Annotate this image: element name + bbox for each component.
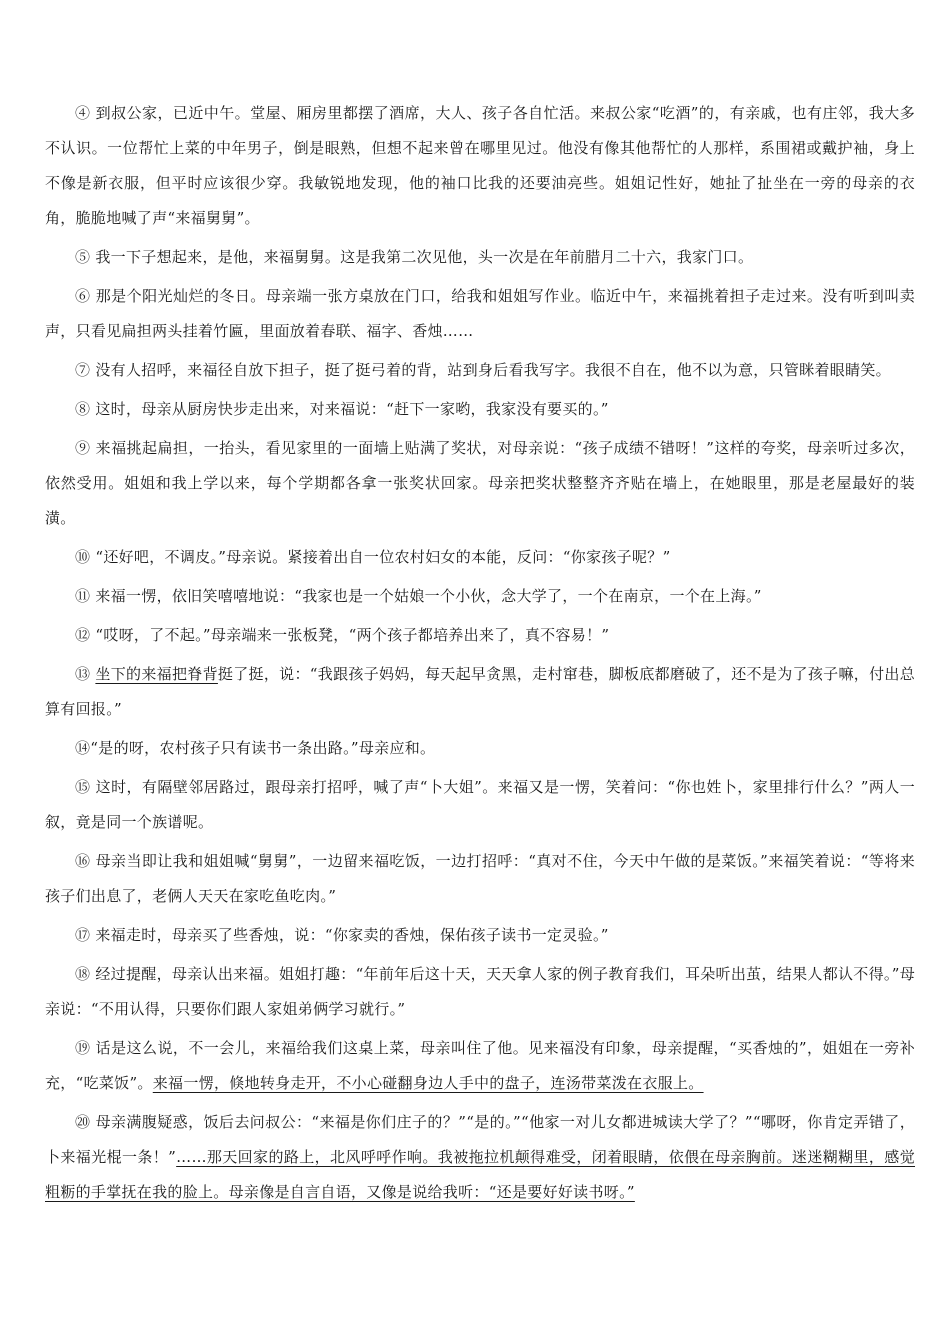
- paragraph-text: ⑪ 来福一愣，依旧笑嘻嘻地说：“我家也是一个姑娘一个小伙，念大学了，一个在南京，一个在上海。”: [75, 587, 762, 605]
- paragraph-text: ⑩ “还好吧，不调皮。”母亲说。紧接着出自一位农村妇女的本能，反问：“你家孩子呢？”: [75, 548, 671, 566]
- paragraph-text: ⑲ 话是这么说，不一会儿，来福给我们这桌上菜，母亲叫住了他。见来福没有印象，母亲提醒，“买香烛的”，姐姐在一旁补充，“吃菜饭”。: [45, 1039, 915, 1092]
- paragraph-16: [45, 844, 915, 914]
- paragraph-18: [45, 957, 915, 1027]
- paragraph-text: ⑮ 这时，有隔壁邻居路过，跟母亲打招呼，喊了声“卜大姐”。来福又是一愣，笑着问：“你也姓卜，家里排行什么？”两人一叙，竟是同一个族谱呢。: [45, 778, 915, 831]
- underlined-passage: ……那天回家的路上，北风呼呼作响。我被拖拉机颠得难受，闭着眼睛，依偎在母亲胸前。迷迷糊糊里，感觉粗粝的手掌抚在我的脸上。母亲像是自言自语，又像是说给我听：“还是要好好读书呀。”: [45, 1148, 916, 1201]
- paragraph-15: [45, 770, 915, 840]
- paragraph-text: ⑰ 来福走时，母亲买了些香烛，说：“你家卖的香烛，保佑孩子读书一定灵验。”: [75, 926, 609, 944]
- paragraph-text: ⑤ 我一下子想起来，是他，来福舅舅。这是我第二次见他，头一次是在年前腊月二十六，我家门口。: [75, 248, 754, 266]
- paragraph-10: [45, 540, 915, 575]
- paragraph-text: ⑬: [75, 665, 96, 683]
- underlined-sentence: 来福一愣，倏地转身走开，不小心碰翻身边人手中的盘子，连汤带菜泼在衣服上。: [152, 1074, 704, 1092]
- paragraph-19: [45, 1031, 915, 1101]
- paragraph-text: ⑦ 没有人招呼，来福径自放下担子，挺了挺弓着的背，站到身后看我写字。我很不自在，他不以为意，只管眯着眼睛笑。: [75, 361, 891, 379]
- paragraph-14: [45, 731, 915, 766]
- paragraph-9: [45, 431, 915, 536]
- article-body: [45, 96, 915, 1214]
- paragraph-text: ⑯ 母亲当即让我和姐姐喊“舅舅”，一边留来福吃饭，一边打招呼：“真对不住，今天中午做的是菜饭。”来福笑着说：“等将来孩子们出息了，老俩人天天在家吃鱼吃肉。”: [45, 852, 915, 905]
- paragraph-text: 挺了挺，说：“我跟孩子妈妈，每天起早贪黑，走村窜巷，脚板底都磨破了，还不是为了孩子嘛，付出总算有回报。”: [45, 665, 915, 718]
- paragraph-text: ④ 到叔公家，已近中午。堂屋、厢房里都摆了酒席，大人、孩子各自忙活。来叔公家“吃酒”的，有亲戚，也有庄邻，我大多不认识。一位帮忙上菜的中年男子，倒是眼熟，但想不起来曾在哪里见过。他没有像其他帮忙的人那样，系围裙或戴护袖，身上不像是新衣服，但平时应该很少穿。我敏锐地发现，他的袖口比我的还要油亮些。姐姐记性好，她扯了扯坐在一旁的母亲的衣角，脆脆地喊了声“来福舅舅”。: [45, 104, 915, 227]
- paragraph-7: [45, 353, 915, 388]
- paragraph-text: ⑭“是的呀，农村孩子只有读书一条出路。”母亲应和。: [75, 739, 436, 757]
- paragraph-text: ⑥ 那是个阳光灿烂的冬日。母亲端一张方桌放在门口，给我和姐姐写作业。临近中午，来福挑着担子走过来。没有听到叫卖声，只看见扁担两头挂着竹匾，里面放着春联、福字、香烛……: [45, 287, 915, 340]
- paragraph-5: [45, 240, 915, 275]
- paragraph-text: ⑫ “哎呀，了不起。”母亲端来一张板凳，“两个孩子都培养出来了，真不容易！”: [75, 626, 610, 644]
- paragraph-20: [45, 1105, 915, 1210]
- paragraph-6: [45, 279, 915, 349]
- underlined-phrase: 坐下的来福把脊背: [95, 665, 218, 683]
- paragraph-8: [45, 392, 915, 427]
- paragraph-13: [45, 657, 915, 727]
- paragraph-text: ⑳ 母亲满腹疑惑，饭后去问叔公：“来福是你们庄子的？”“是的。”“他家一对儿女都进城读大学了？”“哪呀，你肯定弄错了，卜来福光棍一条！”: [45, 1113, 915, 1166]
- paragraph-text: ⑱ 经过提醒，母亲认出来福。姐姐打趣：“年前年后这十天，天天拿人家的例子教育我们，耳朵听出茧，结果人都认不得。”母亲说：“不用认得，只要你们跟人家姐弟俩学习就行。”: [45, 965, 915, 1018]
- paragraph-4: [45, 96, 915, 236]
- paragraph-text: ⑨ 来福挑起扁担，一抬头，看见家里的一面墙上贴满了奖状，对母亲说：“孩子成绩不错呀！”这样的夸奖，母亲听过多次，依然受用。姐姐和我上学以来，每个学期都各拿一张奖状回家。母亲把奖状整整齐齐贴在墙上，在她眼里，那是老屋最好的装潢。: [45, 439, 915, 527]
- paragraph-11: [45, 579, 915, 614]
- paragraph-text: ⑧ 这时，母亲从厨房快步走出来，对来福说：“赶下一家哟，我家没有要买的。”: [75, 400, 609, 418]
- paragraph-17: [45, 918, 915, 953]
- paragraph-12: [45, 618, 915, 653]
